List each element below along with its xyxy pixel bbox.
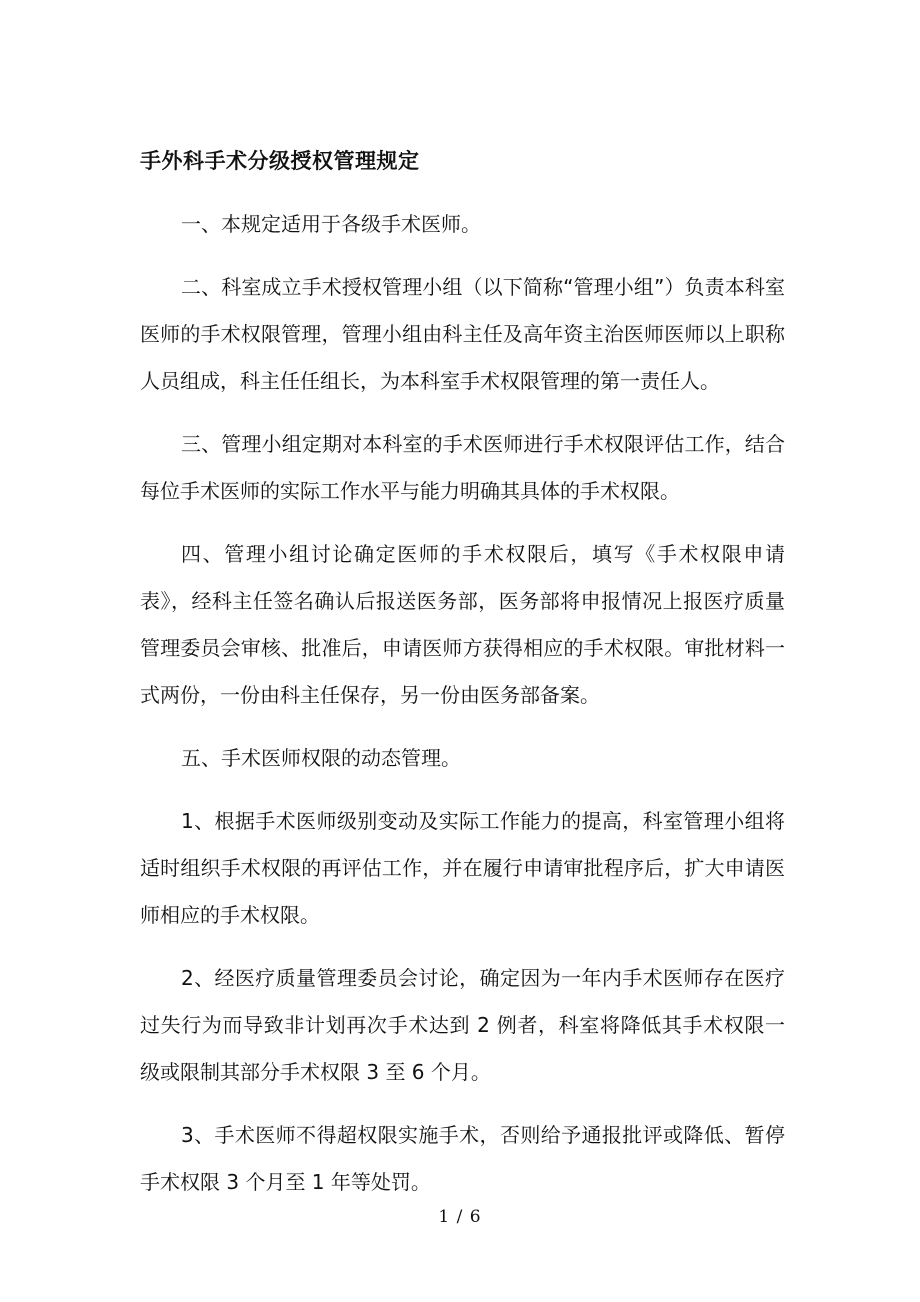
paragraph-item-1: 1、根据手术医师级别变动及实际工作能力的提高，科室管理小组将适时组织手术权限的再评估工作，并在履行申请审批程序后，扩大申请医师相应的手术权限。 [140,809,785,927]
spacer [140,184,785,201]
paragraph-item-2: 2、经医疗质量管理委员会讨论，确定因为一年内手术医师存在医疗过失行为而导致非计划再次手术达到 2 例者，科室将降低其手术权限一级或限制其部分手术权限 3 至 6 个月。 [140,966,785,1084]
paragraph-management-group: 二、科室成立手术授权管理小组（以下简称“管理小组”）负责本科室医师的手术权限管理，管理小组由科主任及高年资主治医师医师以上职称人员组成，科主任任组长，为本科室手术权限管理的第一责任人。 [140,275,785,393]
paragraph-application: 四、管理小组讨论确定医师的手术权限后，填写《手术权限申请表》，经科主任签名确认后报送医务部，医务部将申报情况上报医疗质量管理委员会审核、批准后，申请医师方获得相应的手术权限。审批材料一式两份，一份由科主任保存，另一份由医务部备案。 [140,542,785,707]
paragraph-dynamic-management: 五、手术医师权限的动态管理。 [181,746,461,770]
spacer [140,515,785,531]
paragraph-item-3: 3、手术医师不得超权限实施手术，否则给予通报批评或降低、暂停手术权限 3 个月至 1 年等处罚。 [140,1123,785,1194]
spacer [140,405,785,421]
spacer [140,719,785,735]
document-body [140,138,785,1206]
paragraph-scope: 一、本规定适用于各级手术医师。 [181,212,481,236]
page-number: 1 / 6 [438,1207,482,1227]
spacer [140,939,785,955]
paragraph-evaluation: 三、管理小组定期对本科室的手术医师进行手术权限评估工作，结合每位手术医师的实际工作水平与能力明确其具体的手术权限。 [140,432,785,503]
document-title: 手外科手术分级授权管理规定 [140,149,420,173]
spacer [140,248,785,264]
spacer [140,1096,785,1112]
spacer [140,782,785,798]
